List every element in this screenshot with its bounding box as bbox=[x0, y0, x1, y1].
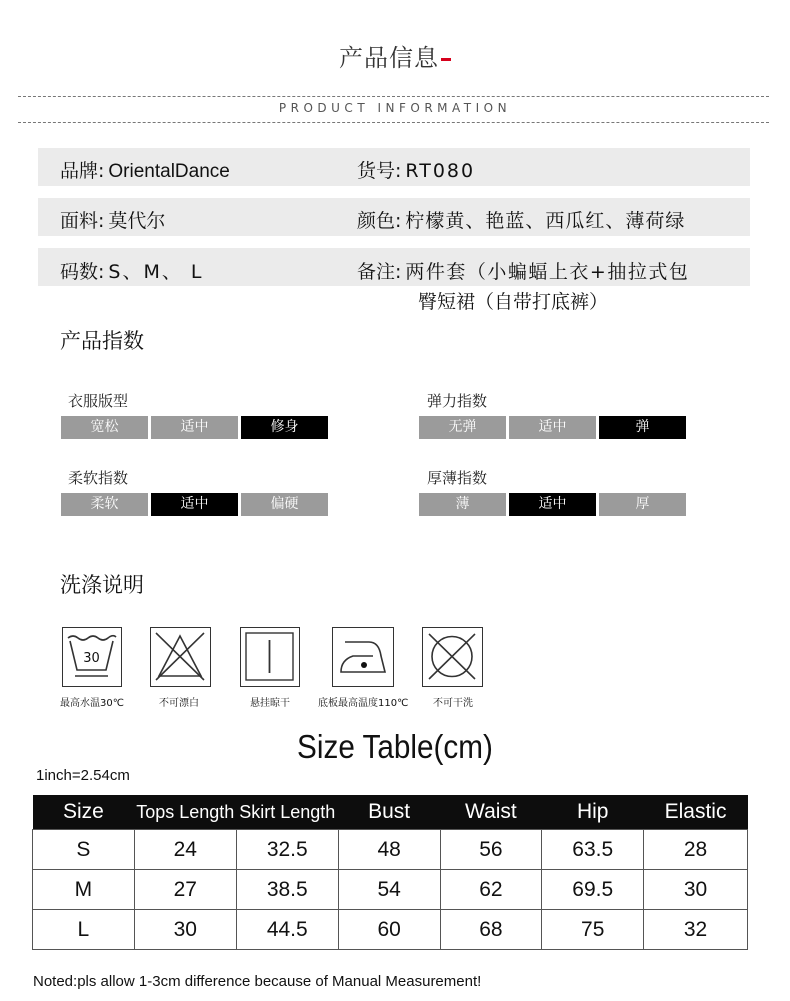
hang-dry-caption: 悬挂晾干 bbox=[250, 698, 290, 709]
elastic-label: 弹力指数 bbox=[427, 392, 488, 410]
size-label: 码数: bbox=[60, 261, 105, 283]
cell-skirt-length: 32.5 bbox=[236, 830, 338, 870]
iron-caption: 底板最高温度110℃ bbox=[318, 698, 409, 709]
softness-label: 柔软指数 bbox=[68, 469, 129, 487]
thickness-option-medium: 适中 bbox=[509, 493, 596, 516]
material-field bbox=[60, 206, 165, 233]
header-size: Size bbox=[33, 795, 135, 830]
color-value: 柠檬黄、艳蓝、西瓜红、薄荷绿 bbox=[405, 210, 686, 232]
remark-label: 备注: bbox=[357, 261, 402, 283]
measurement-note: Noted:pls allow 1-3cm difference because of Manual Measurement! bbox=[33, 973, 482, 990]
cell-hip: 63.5 bbox=[542, 830, 644, 870]
cell-skirt-length: 44.5 bbox=[236, 910, 338, 950]
material-value: 莫代尔 bbox=[108, 210, 166, 232]
divider-top bbox=[18, 96, 769, 97]
elastic-option-none: 无弹 bbox=[419, 416, 506, 439]
softness-option-medium: 适中 bbox=[151, 493, 238, 516]
cell-elastic: 28 bbox=[644, 830, 748, 870]
remark-line2: 臀短裙（自带打底裤） bbox=[418, 291, 609, 313]
wash-30-icon bbox=[62, 627, 122, 687]
header-skirt-length: Skirt Length bbox=[236, 795, 338, 830]
cell-skirt-length: 38.5 bbox=[236, 870, 338, 910]
size-table-header bbox=[33, 795, 748, 830]
page-title bbox=[0, 38, 790, 73]
remark-line1: 两件套（小蝙蝠上衣+抽拉式包 bbox=[405, 261, 690, 283]
wash-30-caption: 最高水温30℃ bbox=[60, 698, 124, 709]
cell-waist: 62 bbox=[440, 870, 542, 910]
table-row bbox=[33, 910, 748, 950]
header-waist: Waist bbox=[440, 795, 542, 830]
iron-icon bbox=[332, 627, 394, 687]
size-table-title: Size Table(cm) bbox=[297, 728, 493, 765]
washing-title: 洗涤说明 bbox=[60, 573, 144, 597]
table-row bbox=[33, 870, 748, 910]
cell-tops-length: 30 bbox=[134, 910, 236, 950]
header-hip: Hip bbox=[542, 795, 644, 830]
fit-label: 衣服版型 bbox=[68, 392, 129, 410]
item-no-field bbox=[357, 156, 475, 183]
no-bleach-icon bbox=[150, 627, 211, 687]
cell-elastic: 32 bbox=[644, 910, 748, 950]
color-label: 颜色: bbox=[357, 210, 402, 232]
divider-bottom bbox=[18, 122, 769, 123]
header-tops-length: Tops Length bbox=[134, 795, 236, 830]
cell-hip: 75 bbox=[542, 910, 644, 950]
cell-size: L bbox=[33, 910, 135, 950]
thickness-option-thin: 薄 bbox=[419, 493, 506, 516]
cell-tops-length: 27 bbox=[134, 870, 236, 910]
cell-size: S bbox=[33, 830, 135, 870]
wash-temp-number: 30 bbox=[83, 651, 100, 666]
elastic-option-stretch: 弹 bbox=[599, 416, 686, 439]
fit-option-slim: 修身 bbox=[241, 416, 328, 439]
cell-tops-length: 24 bbox=[134, 830, 236, 870]
softness-scale bbox=[61, 493, 328, 516]
remark-field bbox=[357, 257, 689, 284]
hang-dry-icon bbox=[240, 627, 300, 687]
fit-option-loose: 宽松 bbox=[61, 416, 148, 439]
title-accent-dash bbox=[441, 58, 451, 61]
color-field bbox=[357, 206, 685, 233]
fit-option-medium: 适中 bbox=[151, 416, 238, 439]
indices-title: 产品指数 bbox=[60, 329, 144, 353]
cell-bust: 54 bbox=[338, 870, 440, 910]
hang-dry-icon-graphic bbox=[241, 628, 298, 685]
item-no-label: 货号: bbox=[357, 160, 402, 182]
brand-label: 品牌: bbox=[60, 160, 105, 182]
thickness-label: 厚薄指数 bbox=[427, 469, 488, 487]
size-table bbox=[32, 795, 748, 950]
no-dry-clean-icon-graphic bbox=[423, 628, 481, 685]
no-bleach-icon-graphic bbox=[151, 628, 209, 685]
softness-option-soft: 柔软 bbox=[61, 493, 148, 516]
table-row bbox=[33, 830, 748, 870]
iron-icon-graphic bbox=[333, 628, 392, 685]
cell-waist: 68 bbox=[440, 910, 542, 950]
page-subtitle: PRODUCT INFORMATION bbox=[278, 101, 512, 115]
cell-hip: 69.5 bbox=[542, 870, 644, 910]
no-bleach-caption: 不可漂白 bbox=[159, 698, 199, 709]
softness-option-stiff: 偏硬 bbox=[241, 493, 328, 516]
no-dry-clean-icon bbox=[422, 627, 483, 687]
fit-scale bbox=[61, 416, 328, 439]
cell-bust: 48 bbox=[338, 830, 440, 870]
inch-conversion: 1inch=2.54cm bbox=[36, 767, 130, 784]
size-field bbox=[60, 257, 204, 284]
brand-value: OrientalDance bbox=[108, 161, 230, 182]
cell-elastic: 30 bbox=[644, 870, 748, 910]
wash-30-icon-graphic bbox=[63, 628, 120, 685]
page-title-text: 产品信息 bbox=[339, 44, 439, 72]
thickness-scale bbox=[419, 493, 686, 516]
elastic-option-medium: 适中 bbox=[509, 416, 596, 439]
header-bust: Bust bbox=[338, 795, 440, 830]
thickness-option-thick: 厚 bbox=[599, 493, 686, 516]
cell-size: M bbox=[33, 870, 135, 910]
cell-bust: 60 bbox=[338, 910, 440, 950]
cell-waist: 56 bbox=[440, 830, 542, 870]
no-dry-clean-caption: 不可干洗 bbox=[433, 698, 473, 709]
size-value: S、M、 L bbox=[108, 261, 204, 283]
elastic-scale bbox=[419, 416, 686, 439]
item-no-value: RT080 bbox=[405, 160, 476, 182]
material-label: 面料: bbox=[60, 210, 105, 232]
header-elastic: Elastic bbox=[644, 795, 748, 830]
brand-field bbox=[60, 156, 230, 183]
